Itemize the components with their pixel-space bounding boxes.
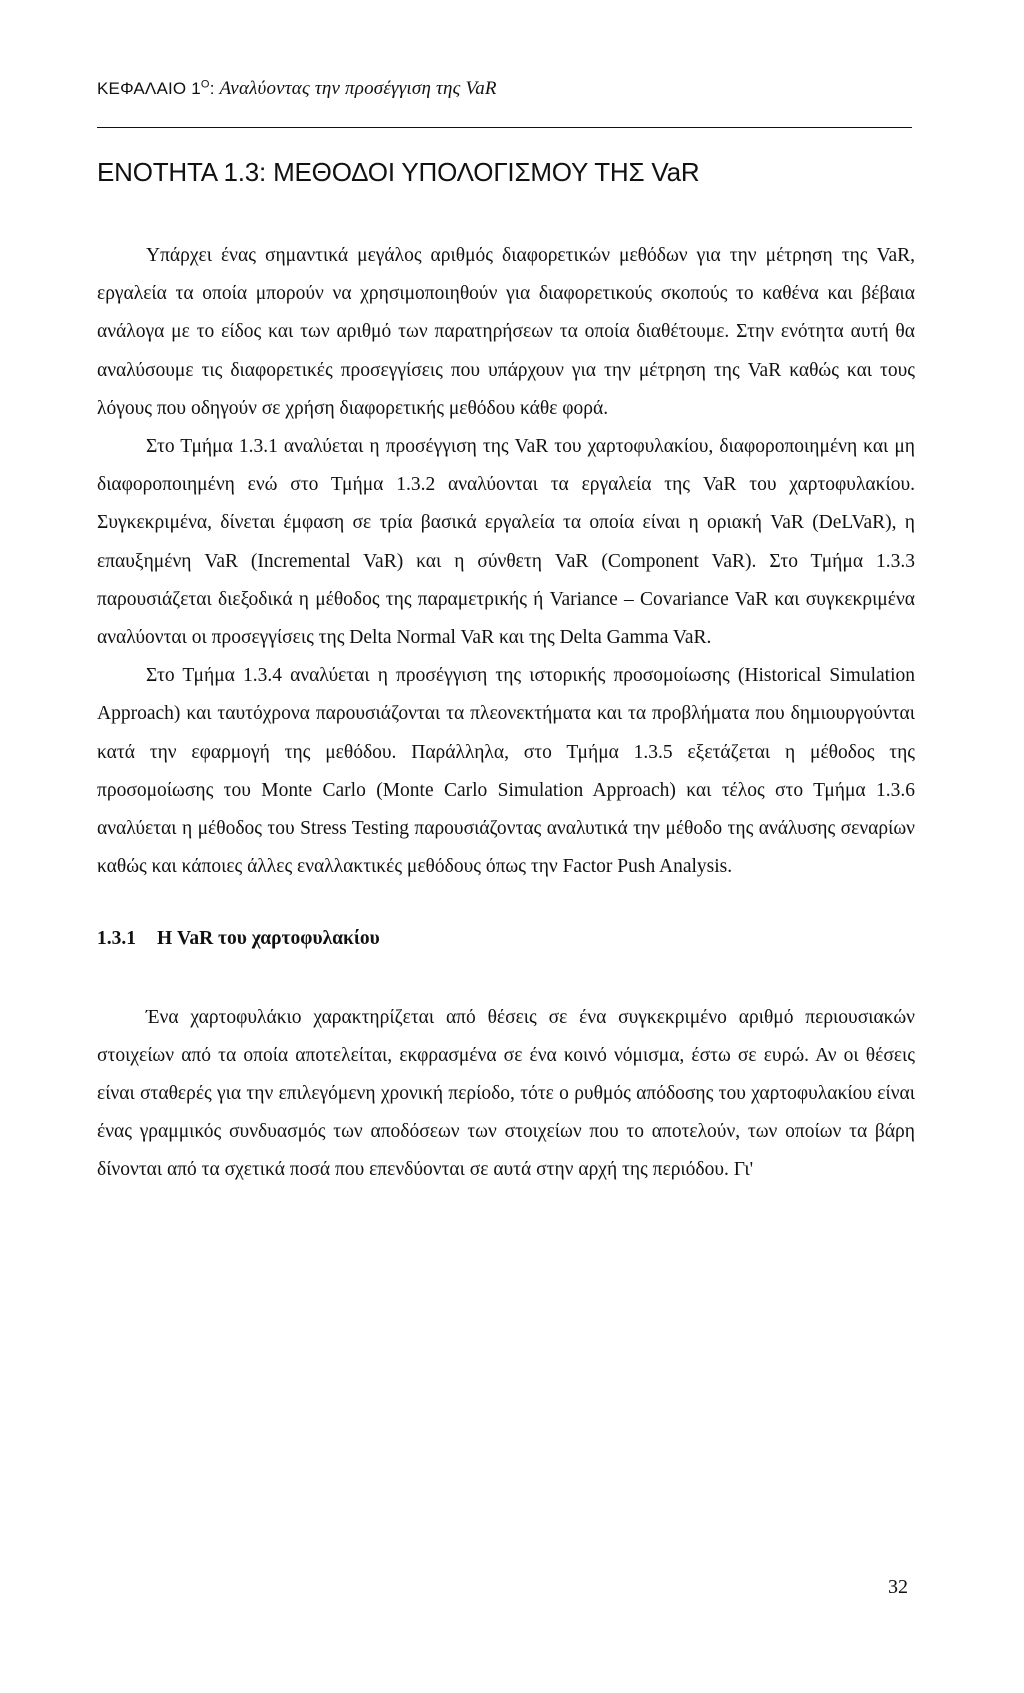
- chapter-label: ΚΕΦΑΛΑΙΟ $1^O$:: [97, 78, 220, 98]
- body-text: [97, 237, 915, 1190]
- subsection-title: Η VaR του χαρτοφυλακίου: [157, 928, 380, 950]
- subsection-heading: [97, 920, 915, 958]
- header-divider: [97, 127, 912, 128]
- section-title: ΕΝΟΤΗΤΑ 1.3: ΜΕΘΟΔΟΙ ΥΠΟΛΟΓΙΣΜΟΥ ΤΗΣ VaR: [97, 157, 700, 187]
- paragraph-portfolio: Ένα χαρτοφυλάκιο χαρακτηρίζεται από θέσεις σε ένα συγκεκριμένο αριθμό περιουσιακών στοιχείων από τα οποία αποτελείται, εκφρασμένα σε ένα κοινό νόμισμα, έστω σε ευρώ. Αν οι θέσεις είναι σταθερές για την επιλεγόμενη χρονική περίοδο, τότε ο ρυθμός απόδοσης του χαρτοφυλακίου είναι ένας γραμμικός συνδυασμός των αποδόσεων των στοιχείων που το αποτελούν, των οποίων τα βάρη δίνονται από τα σχετικά ποσά που επενδύονται σε αυτά στην αρχή της περιόδου. Γι': [97, 1006, 915, 1181]
- subsection-number: 1.3.1: [97, 928, 136, 950]
- paragraph-sections-overview: Στο Τμήμα 1.3.1 αναλύεται η προσέγγιση της VaR του χαρτοφυλακίου, διαφοροποιημένη και μη διαφοροποιημένη ενώ στο Τμήμα 1.3.2 αναλύονται τα εργαλεία της VaR του χαρτοφυλακίου. Συγκεκριμένα, δίνεται έμφαση σε τρία βασικά εργαλεία τα οποία είναι η οριακή VaR (DeLVaR), η επαυξημένη VaR (Incremental VaR) και η σύνθετη VaR (Component VaR). Στο Τμήμα 1.3.3 παρουσιάζεται διεξοδικά η μέθοδος της παραμετρικής ή Variance – Covariance VaR και συγκεκριμένα αναλύονται οι προσεγγίσεις της Delta Normal VaR και της Delta Gamma VaR.: [97, 436, 915, 649]
- running-header: [97, 78, 497, 100]
- chapter-subtitle: Αναλύοντας την προσέγγιση της VaR: [219, 78, 497, 99]
- chapter-superscript: Ο: [200, 78, 210, 91]
- paragraph-intro: Υπάρχει ένας σημαντικά μεγάλος αριθμός διαφορετικών μεθόδων για την μέτρηση της VaR, εργαλεία τα οποία μπορούν να χρησιμοποιηθούν για διαφορετικούς σκοπούς το καθένα και βέβαια ανάλογα με το είδος και των αριθμό των παρατηρήσεων τα οποία διαθέτουμε. Στην ενότητα αυτή θα αναλύσουμε τις διαφορετικές προσεγγίσεις που υπάρχουν για την μέτρηση της VaR καθώς και τους λόγους που οδηγούν σε χρήση διαφορετικής μεθόδου κάθε φορά.: [97, 245, 915, 419]
- page-number: 32: [888, 1576, 908, 1598]
- paragraph-simulation-methods: Στο Τμήμα 1.3.4 αναλύεται η προσέγγιση της ιστορικής προσομοίωσης (Historical Simulation Approach) και ταυτόχρονα παρουσιάζονται τα πλεονεκτήματα και τα προβλήματα που δημιουργούνται κατά την εφαρμογή της μεθόδου. Παράλληλα, στο Τμήμα 1.3.5 εξετάζεται η μέθοδος της προσομοίωσης του Monte Carlo (Monte Carlo Simulation Approach) και τέλος στο Τμήμα 1.3.6 αναλύεται η μέθοδος του Stress Testing παρουσιάζοντας αναλυτικά την μέθοδο της ανάλυσης σεναρίων καθώς και κάποιες άλλες εναλλακτικές μεθόδους όπως την Factor Push Analysis.: [97, 665, 915, 878]
